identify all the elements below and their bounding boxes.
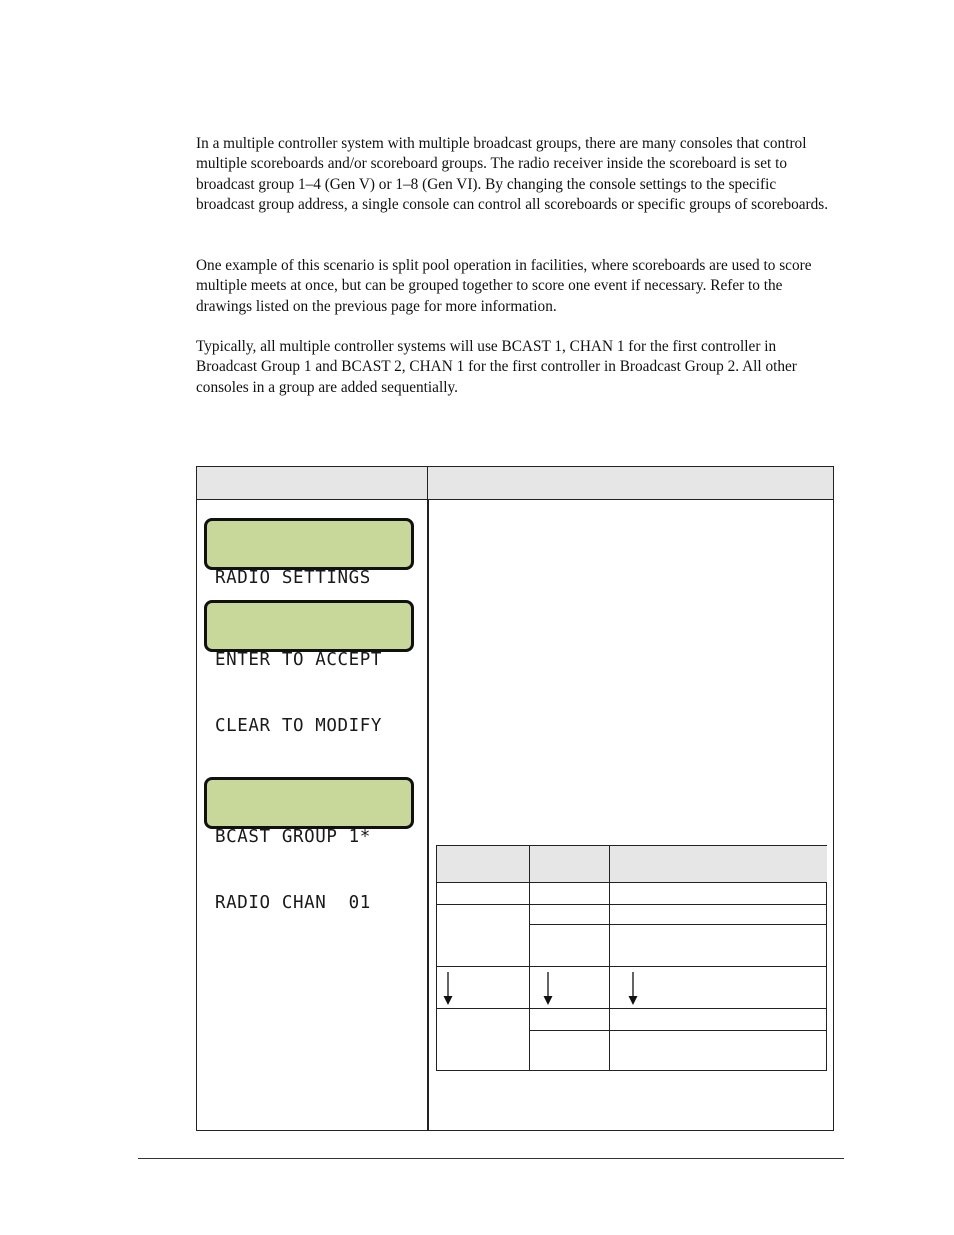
inner-col-divider-1 bbox=[529, 846, 530, 1070]
arrow-down-icon bbox=[543, 972, 553, 1006]
lcd-line-2: CLEAR TO MODIFY bbox=[215, 716, 383, 736]
inner-col-divider-2 bbox=[609, 846, 610, 1070]
intro-paragraph: In a multiple controller system with multiple broadcast groups, there are many consoles that control multiple scoreboards and/or scoreboard groups. The radio receiver inside the scoreboard is set to broadcast group 1–4 (Gen V) or 1–8 (Gen VI). By changing the console settings to the specific broadcast group address, a single console can control all scoreboards or specific groups of scoreboards. bbox=[196, 135, 829, 213]
inner-table-header bbox=[437, 846, 827, 883]
lcd-bcast-group bbox=[204, 777, 414, 913]
broadcast-channel-table bbox=[436, 845, 827, 1071]
lcd-line-1: RADIO SETTINGS bbox=[215, 568, 371, 588]
footer-rule bbox=[138, 1158, 844, 1159]
lcd-line-1: BCAST GROUP 1* bbox=[215, 827, 371, 847]
radio-settings-table bbox=[196, 466, 834, 1131]
lcd-line-2: RADIO CHAN 01 bbox=[215, 893, 371, 913]
lcd-line-1: ENTER TO ACCEPT bbox=[215, 650, 383, 670]
arrow-down-icon bbox=[443, 972, 453, 1006]
table-header-right bbox=[428, 467, 833, 500]
table-header-left bbox=[197, 467, 428, 500]
lcd-enter-accept bbox=[204, 600, 414, 736]
column-divider bbox=[427, 500, 429, 1130]
lcd-radio-settings bbox=[204, 518, 414, 588]
split-pool-paragraph: One example of this scenario is split pool operation in facilities, where scoreboards are used to score multiple meets at once, but can be grouped together to score one event if necessary. Refer to the drawings listed on the previous page for more information. bbox=[196, 257, 812, 315]
typical-config-paragraph: Typically, all multiple controller systems will use BCAST 1, CHAN 1 for the first controller in Broadcast Group 1 and BCAST 2, CHAN 1 for the first controller in Broadcast Group 2. All other consoles in a group are added sequentially. bbox=[196, 338, 797, 396]
arrow-down-icon bbox=[628, 972, 638, 1006]
